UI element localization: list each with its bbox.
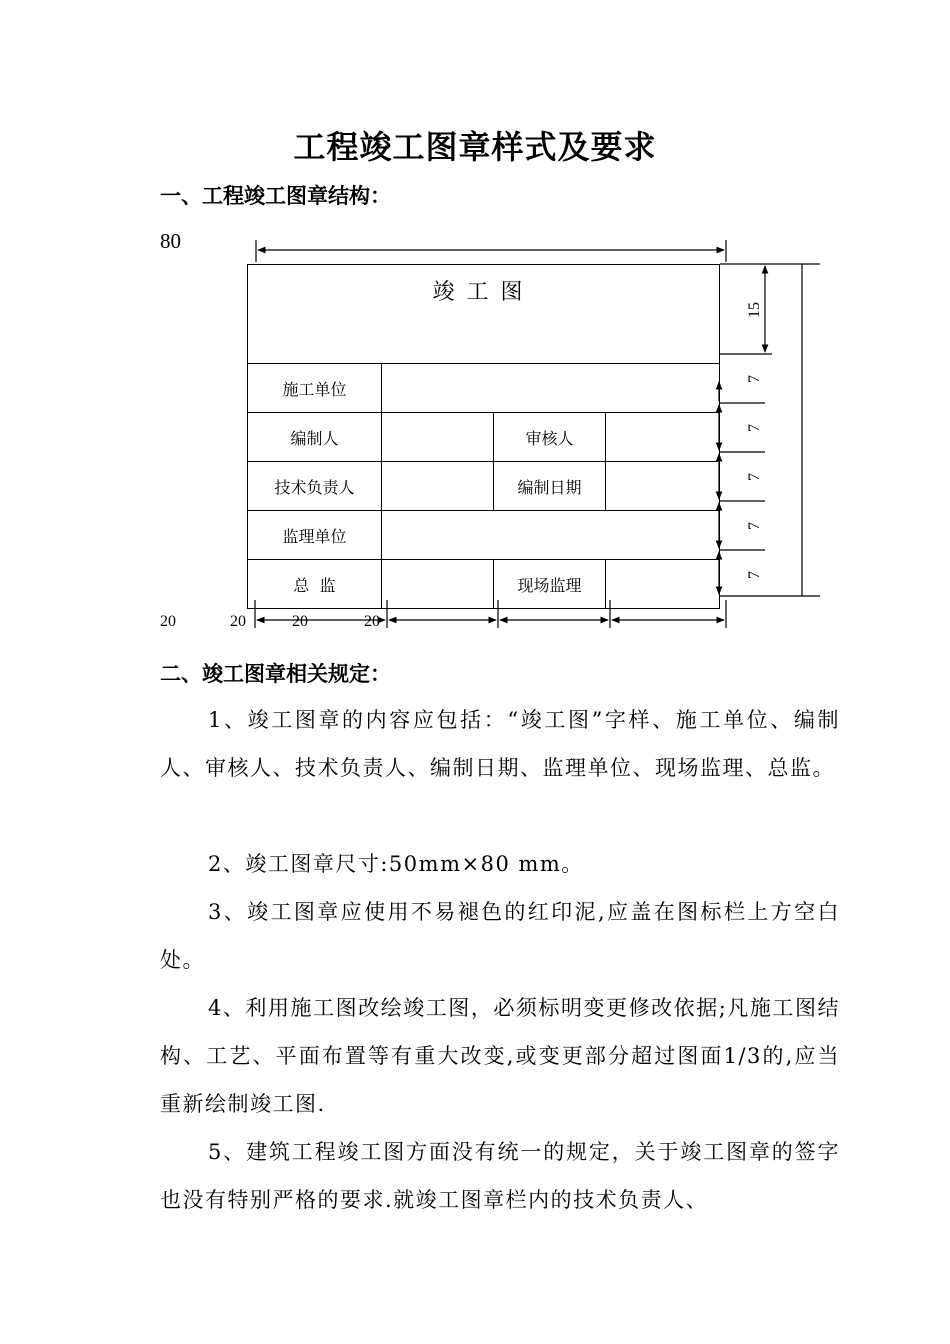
height-label-7: 7 bbox=[746, 571, 763, 579]
stamp-label-technical-lead: 技术负责人 bbox=[248, 462, 382, 511]
stamp-label-construction-unit: 施工单位 bbox=[248, 364, 382, 413]
stamp-label-chief-supervisor: 总 监 bbox=[248, 560, 382, 609]
bottom-dimension-label: 20 bbox=[364, 613, 380, 630]
height-label-7: 7 bbox=[746, 522, 763, 530]
rule-paragraph-4: 4、利用施工图改绘竣工图，必须标明变更修改依据;凡施工图结构、工艺、平面布置等有重大改变,或变更部分超过图面1/3的,应当重新绘制竣工图. bbox=[160, 996, 840, 1116]
height-label-7: 7 bbox=[746, 375, 763, 383]
bottom-dimension-label: 20 bbox=[160, 613, 176, 630]
stamp-label-compile-date: 编制日期 bbox=[494, 462, 606, 511]
stamp-label-reviewer: 审核人 bbox=[494, 413, 606, 462]
width-dimension-label: 80 bbox=[160, 229, 181, 253]
height-label-15: 15 bbox=[746, 302, 763, 318]
bottom-dimension-label: 20 bbox=[292, 613, 308, 630]
stamp-label-supervision-unit: 监理单位 bbox=[248, 511, 382, 560]
page-title: 工程竣工图章样式及要求 bbox=[293, 128, 657, 166]
rule-paragraph-1: 1、竣工图章的内容应包括：“竣工图”字样、施工单位、编制人、审核人、技术负责人、编制日期、监理单位、现场监理、总监。 bbox=[160, 708, 840, 780]
rule-paragraph-5: 5、建筑工程竣工图方面没有统一的规定，关于竣工图章的签字也没有特别严格的要求.就竣工图章栏内的技术负责人、 bbox=[160, 1140, 840, 1212]
stamp-label-compiler: 编制人 bbox=[248, 413, 382, 462]
stamp-header: 竣工图 bbox=[248, 265, 720, 364]
section-heading-rules: 二、竣工图章相关规定： bbox=[160, 662, 391, 686]
rule-paragraph-3: 3、竣工图章应使用不易褪色的红印泥,应盖在图标栏上方空白处。 bbox=[160, 900, 840, 972]
height-label-7: 7 bbox=[746, 424, 763, 432]
height-label-7: 7 bbox=[746, 473, 763, 481]
section-heading-structure: 一、工程竣工图章结构： bbox=[160, 184, 391, 208]
stamp-label-site-supervisor: 现场监理 bbox=[494, 560, 606, 609]
rule-paragraph-2: 2、竣工图章尺寸:50mm×80 mm。 bbox=[208, 852, 584, 876]
bottom-dimension-label: 20 bbox=[230, 613, 246, 630]
